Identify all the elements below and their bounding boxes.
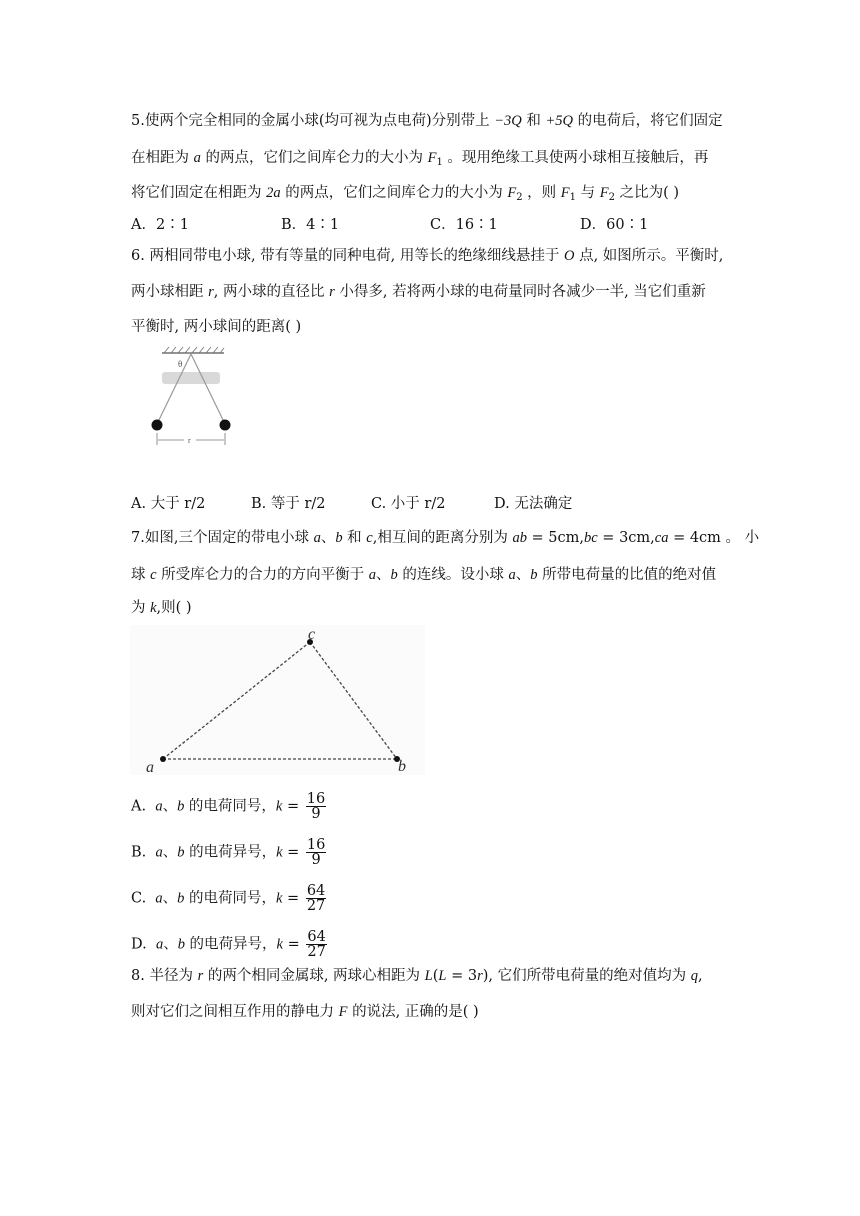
q5-var: F (427, 150, 437, 166)
option-text: 、 (162, 844, 178, 861)
q7-text: 、 (320, 530, 336, 546)
q5-text: ，则 (522, 185, 561, 201)
q7-text: 、 (515, 567, 531, 583)
option-text: = (282, 798, 304, 815)
q7-var: k (150, 600, 157, 616)
option-var: k (276, 936, 283, 953)
q5-var: a (193, 150, 201, 166)
q6-line-3: 平衡时, 两小球间的距离( ) (131, 319, 302, 335)
q8-var: L (438, 968, 447, 984)
q5-text: 将它们固定在相距为 (131, 185, 267, 201)
ceiling-hatch (164, 347, 224, 353)
q8-text: ), 它们所带电荷量的绝对值均为 (482, 968, 691, 984)
q6-var: r (208, 284, 214, 300)
smudge (162, 372, 220, 384)
q6-line-1 (131, 246, 723, 266)
q7-var: a (313, 530, 321, 546)
q8-var: r (197, 968, 204, 984)
q5-sub: 2 (516, 192, 523, 203)
q7-option-a (131, 792, 326, 821)
option-text: 、 (162, 890, 178, 907)
q5-charge-2: +5Q (545, 113, 574, 129)
q7-line-2 (131, 565, 716, 585)
q8-var: F (338, 1004, 348, 1020)
q7-text: ,相互间的距离分别为 (372, 530, 513, 546)
option-var: b (177, 844, 185, 861)
q8-text: 8. 半径为 (131, 968, 198, 984)
option-text: 的电荷异号， (184, 844, 277, 861)
q6-text: 两小球相距 (131, 284, 209, 300)
q5-text: 在相距为 (131, 150, 194, 166)
q5-var: F (507, 185, 517, 201)
option-var: b (177, 798, 185, 815)
q7-text: = 3cm, (597, 530, 655, 546)
q7-var: a (508, 567, 516, 583)
q5-option-b: B．4∶1 (281, 217, 340, 233)
option-var: k (276, 844, 283, 861)
ball-right (220, 420, 231, 431)
q8-var: L (424, 968, 433, 984)
q7-var: a (368, 567, 377, 583)
q7-text: = 5cm, (526, 530, 585, 546)
q7-var: ab (512, 530, 527, 546)
option-var: b (177, 890, 185, 907)
q5-text: 和 (521, 113, 546, 129)
q6-line-2 (131, 282, 706, 302)
option-var: a (155, 798, 163, 815)
q7-text: = 4cm 。 小 (668, 530, 760, 546)
option-text: = (282, 890, 304, 907)
q8-line-2 (131, 1002, 479, 1022)
denominator: 27 (307, 944, 326, 960)
q5-sub: 1 (436, 157, 443, 168)
thread-right (191, 354, 225, 424)
q7-var: ca (654, 530, 669, 546)
q7-option-c (131, 884, 326, 913)
q6-text: 6. 两相同带电小球, 带有等量的同种电荷, 用等长的绝缘细线悬挂于 (131, 248, 564, 264)
figure-background (130, 625, 425, 775)
q8-text: 的说法, 正确的是( ) (347, 1004, 479, 1020)
q5-text: 与 (576, 185, 600, 201)
numerator: 64 (306, 883, 326, 899)
denominator: 27 (306, 898, 326, 914)
point-a (160, 756, 166, 762)
q7-text: 所受库仑力的合力的方向平衡于 (156, 567, 369, 583)
q7-text: 的连线。设小球 (397, 567, 509, 583)
option-fraction (306, 838, 326, 867)
q8-var: q (690, 968, 698, 984)
q5-line-2 (131, 148, 708, 173)
label-c: c (308, 626, 316, 643)
q7-var: bc (584, 530, 598, 546)
option-var: a (155, 890, 163, 907)
option-label: C. (131, 890, 147, 907)
q5-option-a: A．2∶1 (131, 217, 189, 233)
option-var: b (177, 936, 185, 953)
q5-option-c: C．16∶1 (430, 217, 498, 233)
numerator: 16 (306, 837, 326, 853)
option-label: D. (131, 936, 147, 953)
q6-text: , 两小球的直径比 (213, 284, 330, 300)
r-label: r (188, 436, 191, 445)
q7-text: 球 (131, 567, 151, 583)
q7-text: 为 (131, 600, 151, 616)
q5-var: F (560, 185, 570, 201)
option-fraction (306, 792, 326, 821)
option-var: k (276, 890, 283, 907)
option-text: 、 (162, 798, 178, 815)
option-var: a (155, 936, 164, 953)
q5-sub: 1 (569, 192, 577, 203)
q7-triangle-figure (130, 625, 425, 775)
option-text: = (282, 844, 304, 861)
option-fraction (306, 884, 326, 913)
q8-text: , (697, 968, 703, 984)
q6-option-b: B. 等于 r/2 (251, 496, 326, 512)
q6-option-a: A. 大于 r/2 (131, 496, 206, 512)
ball-left (152, 420, 163, 431)
q5-var: 2a (266, 185, 281, 201)
q6-text: 点, 如图所示。平衡时, (574, 248, 724, 264)
q6-var: O (564, 248, 575, 264)
option-text: 、 (163, 936, 178, 953)
q6-option-c: C. 小于 r/2 (371, 496, 446, 512)
q8-line-1 (131, 966, 703, 986)
q7-text: ,则( ) (156, 600, 192, 616)
q6-pendulum-figure (140, 345, 240, 450)
q6-var: r (329, 284, 335, 300)
q5-var: F (599, 185, 609, 201)
q7-line-3 (131, 598, 192, 618)
option-var: k (275, 798, 283, 815)
q7-line-1 (131, 528, 759, 548)
q8-text: ( (432, 968, 439, 984)
label-b: b (398, 758, 406, 775)
q7-var: b (530, 567, 538, 583)
q7-var: c (150, 567, 157, 583)
q5-charge-1: −3Q (494, 113, 522, 129)
q8-text: 的两个相同金属球, 两球心相距为 (203, 968, 425, 984)
q5-text: 的电荷后，将它们固定 (573, 113, 723, 129)
q5-line-1 (131, 111, 723, 131)
q7-text: 所带电荷量的比值的绝对值 (537, 567, 717, 583)
q5-text: 。现用绝缘工具使两小球相互接触后，再 (442, 150, 709, 166)
q5-line-3 (131, 183, 679, 208)
denominator: 9 (311, 852, 321, 868)
thread-left (157, 354, 191, 424)
q8-text: = 3 (446, 968, 478, 984)
option-text: = (282, 936, 305, 953)
option-fraction (306, 930, 326, 959)
numerator: 16 (306, 791, 326, 807)
numerator: 64 (307, 929, 326, 945)
q5-text: 的两点，它们之间库仑力的大小为 (280, 185, 508, 201)
q5-text: 之比为( ) (614, 185, 680, 201)
q7-text: 、 (376, 567, 391, 583)
q7-var: b (335, 530, 343, 546)
q5-text: 的两点，它们之间库仑力的大小为 (200, 150, 428, 166)
q8-text: 则对它们之间相互作用的静电力 (131, 1004, 339, 1020)
theta-label: θ (178, 359, 183, 369)
q5-sub: 2 (608, 192, 615, 203)
option-text: 的电荷同号， (184, 798, 276, 815)
q6-text: 小得多, 若将两小球的电荷量同时各减少一半, 当它们重新 (334, 284, 706, 300)
q7-text: 和 (342, 530, 367, 546)
option-text: 的电荷同号， (184, 890, 277, 907)
q5-option-d: D．60∶1 (580, 217, 649, 233)
q7-text: 7.如图,三个固定的带电小球 (131, 530, 314, 546)
option-label: B. (131, 844, 147, 861)
option-label: A. (131, 798, 147, 815)
q6-option-d: D. 无法确定 (494, 496, 573, 512)
label-a: a (146, 759, 154, 775)
q8-var: r (477, 968, 483, 984)
q7-option-b (131, 838, 326, 867)
q7-option-d (131, 930, 327, 959)
q7-var: c (366, 530, 373, 546)
option-text: 的电荷异号， (184, 936, 277, 953)
q5-text: 5.使两个完全相同的金属小球(均可视为点电荷)分别带上 (131, 113, 495, 129)
q7-var: b (390, 567, 398, 583)
denominator: 9 (311, 806, 321, 822)
option-var: a (155, 844, 163, 861)
